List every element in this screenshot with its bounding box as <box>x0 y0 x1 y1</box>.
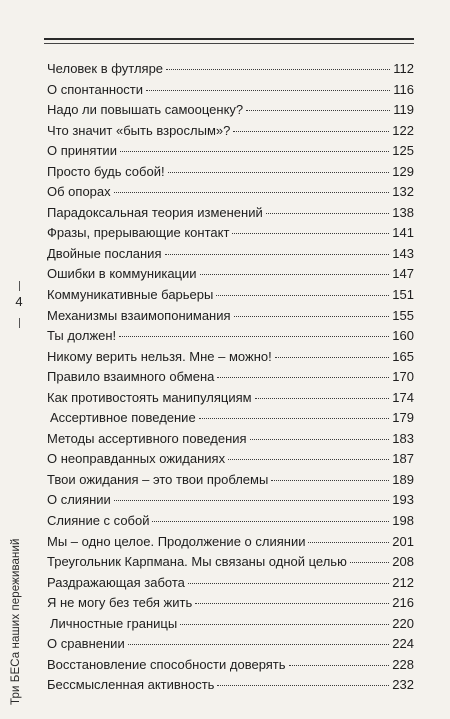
toc-leader-dots <box>180 624 389 625</box>
toc-entry <box>47 490 414 511</box>
toc-entry <box>47 121 414 142</box>
page-number-tick-top <box>19 281 20 291</box>
toc-entry <box>47 80 414 101</box>
toc-leader-dots <box>119 336 389 337</box>
toc-entry-page: 143 <box>392 245 414 261</box>
toc-entry-page: 228 <box>392 656 414 672</box>
toc-entry-page: 132 <box>392 184 414 200</box>
toc-leader-dots <box>271 480 389 481</box>
toc-entry <box>47 244 414 265</box>
toc-entry-title: О неоправданных ожиданиях <box>47 451 226 467</box>
toc-entry <box>47 408 414 429</box>
toc-leader-dots <box>195 603 389 604</box>
toc-leader-dots <box>350 562 389 563</box>
toc-entry <box>47 285 414 306</box>
toc-entry <box>47 347 414 368</box>
toc-leader-dots <box>114 192 390 193</box>
toc-entry-title: О спонтанности <box>47 81 144 97</box>
toc-entry-page: 112 <box>393 61 414 76</box>
toc-entry <box>47 162 414 183</box>
toc-entry <box>47 655 414 676</box>
toc-entry <box>47 593 414 614</box>
toc-entry-title: Фразы, прерывающие контакт <box>47 225 230 241</box>
toc-entry-title: О принятии <box>47 143 117 159</box>
toc-entry-title: Слияние с собой <box>47 513 150 529</box>
toc-entry-title: Бессмысленная активность <box>47 677 215 693</box>
toc-entry-title: Твои ожидания – это твои проблемы <box>47 471 269 487</box>
toc-leader-dots <box>234 316 390 317</box>
toc-entry-page: 116 <box>393 81 414 97</box>
toc-leader-dots <box>232 233 389 234</box>
toc-leader-dots <box>188 583 389 584</box>
toc-entry <box>47 573 414 594</box>
toc-entry-title: Восстановление способности доверять <box>47 656 286 672</box>
toc-entry <box>47 634 414 655</box>
toc-entry-page: 122 <box>392 122 414 138</box>
toc-entry-title: О слиянии <box>47 492 111 508</box>
toc-leader-dots <box>114 500 389 501</box>
toc-leader-dots <box>250 439 390 440</box>
toc-entry-page: 212 <box>392 574 414 590</box>
toc-entry <box>47 470 414 491</box>
toc-leader-dots <box>289 665 390 666</box>
toc-entry <box>47 511 414 532</box>
toc-entry <box>47 367 414 388</box>
toc-leader-dots <box>152 521 389 522</box>
toc-entry-page: 183 <box>392 430 414 446</box>
header-rule-thick <box>44 38 414 40</box>
toc-entry-title: Правило взаимного обмена <box>47 369 215 385</box>
toc-entry-page: 179 <box>392 410 414 426</box>
toc-entry-title: Никому верить нельзя. Мне – можно! <box>47 348 272 364</box>
toc-entry <box>47 675 414 696</box>
toc-entry-page: 189 <box>392 471 414 487</box>
toc-entry-title: Методы ассертивного поведения <box>47 430 247 446</box>
toc-entry-page: 147 <box>392 266 414 282</box>
toc-entry-title: Мы – одно целое. Продолжение о слиянии <box>47 533 306 549</box>
toc-entry-title: Ты должен! <box>47 328 117 344</box>
running-book-title: Три БЕСа наших переживаний <box>10 538 22 705</box>
toc-entry-page: 208 <box>392 554 414 570</box>
toc-entry-title: Об опорах <box>47 184 111 200</box>
table-of-contents <box>47 59 414 696</box>
toc-entry <box>47 449 414 470</box>
toc-leader-dots <box>228 459 389 460</box>
toc-entry-page: 119 <box>393 102 414 118</box>
toc-entry <box>47 100 414 121</box>
toc-entry-page: 174 <box>392 389 414 405</box>
toc-entry <box>47 223 414 244</box>
toc-entry-page: 125 <box>392 143 414 159</box>
toc-entry-page: 155 <box>392 307 414 323</box>
toc-entry-page: 220 <box>392 615 414 631</box>
toc-leader-dots <box>216 295 389 296</box>
toc-entry-title: Ассертивное поведение <box>50 410 196 426</box>
toc-leader-dots <box>217 685 389 686</box>
page-number-tick-bottom <box>19 318 20 328</box>
toc-entry-title: Просто будь собой! <box>47 163 165 179</box>
toc-entry-page: 165 <box>392 348 414 364</box>
toc-entry-page: 151 <box>392 287 414 303</box>
toc-leader-dots <box>146 90 390 91</box>
toc-entry <box>47 182 414 203</box>
header-rule-thin <box>44 43 414 44</box>
toc-entry <box>47 306 414 327</box>
toc-entry <box>47 552 414 573</box>
toc-entry-page: 232 <box>392 677 414 693</box>
toc-entry-title: Раздражающая забота <box>47 574 185 590</box>
toc-entry-page: 216 <box>392 595 414 611</box>
toc-entry <box>47 264 414 285</box>
toc-entry-page: 224 <box>392 636 414 652</box>
toc-entry <box>47 59 414 80</box>
toc-entry-title: Что значит «быть взрослым»? <box>47 122 231 138</box>
toc-leader-dots <box>266 213 390 214</box>
toc-entry <box>47 388 414 409</box>
toc-entry-title: Личностные границы <box>50 615 178 631</box>
toc-entry-title: Треугольник Карпмана. Мы связаны одной целью <box>47 554 347 570</box>
toc-leader-dots <box>128 644 390 645</box>
toc-entry-page: 201 <box>392 533 414 549</box>
toc-entry <box>47 326 414 347</box>
toc-entry-page: 160 <box>392 328 414 344</box>
toc-entry <box>47 614 414 635</box>
toc-entry <box>47 532 414 553</box>
toc-entry-page: 198 <box>392 513 414 529</box>
toc-entry <box>47 203 414 224</box>
toc-leader-dots <box>166 69 390 70</box>
toc-entry-title: Как противостоять манипуляциям <box>47 389 252 405</box>
toc-entry-title: Коммуникативные барьеры <box>47 287 214 303</box>
toc-entry <box>47 141 414 162</box>
toc-entry-title: О сравнении <box>47 636 125 652</box>
toc-entry-page: 187 <box>392 451 414 467</box>
toc-leader-dots <box>199 418 390 419</box>
toc-leader-dots <box>308 542 389 543</box>
toc-entry-page: 129 <box>392 163 414 179</box>
toc-leader-dots <box>120 151 389 152</box>
toc-entry-page: 138 <box>392 204 414 220</box>
toc-entry <box>47 429 414 450</box>
toc-entry-page: 170 <box>392 369 414 385</box>
toc-leader-dots <box>217 377 389 378</box>
toc-entry-title: Парадоксальная теория изменений <box>47 204 263 220</box>
toc-leader-dots <box>275 357 390 358</box>
toc-leader-dots <box>246 110 390 111</box>
toc-entry-title: Двойные послания <box>47 245 162 261</box>
toc-entry-title: Ошибки в коммуникации <box>47 266 197 282</box>
toc-entry-title: Механизмы взаимопонимания <box>47 307 231 323</box>
toc-leader-dots <box>165 254 390 255</box>
toc-leader-dots <box>168 172 390 173</box>
toc-entry-title: Я не могу без тебя жить <box>47 595 193 611</box>
toc-leader-dots <box>200 274 390 275</box>
toc-entry-page: 141 <box>392 225 414 241</box>
toc-entry-title: Надо ли повышать самооценку? <box>47 102 244 118</box>
toc-entry-page: 193 <box>392 492 414 508</box>
toc-leader-dots <box>233 131 389 132</box>
toc-entry-title: Человек в футляре <box>47 61 164 76</box>
page-number: 4 <box>15 294 23 309</box>
toc-leader-dots <box>255 398 390 399</box>
